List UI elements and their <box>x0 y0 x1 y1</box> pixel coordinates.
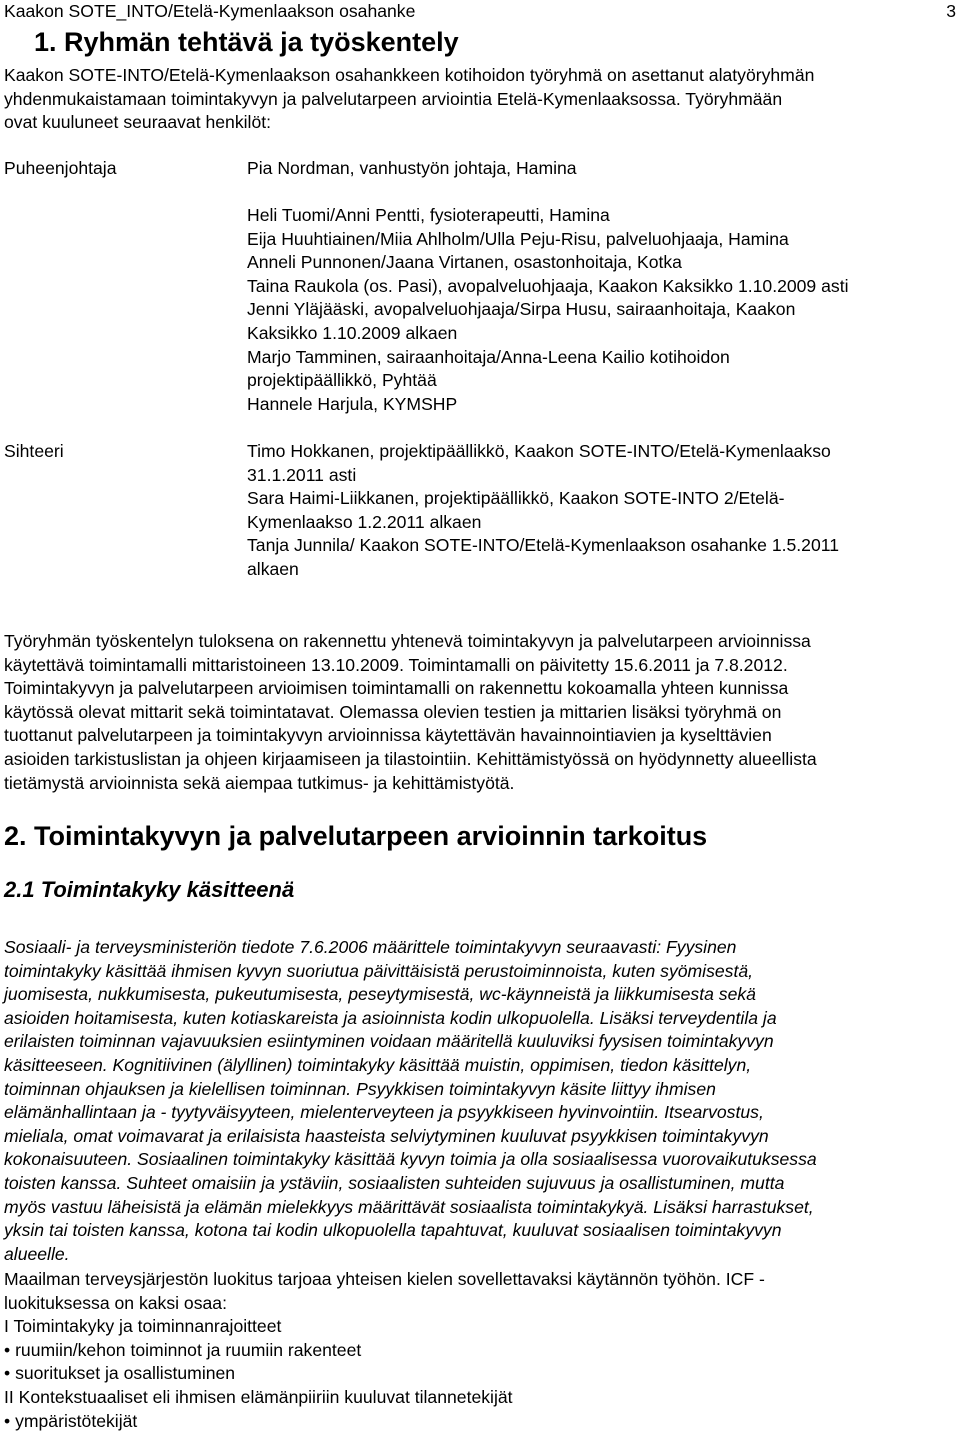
chair-label: Puheenjohtaja <box>4 158 117 178</box>
text-line: kokonaisuuteen. Sosiaalinen toimintakyky käsittää kyvyn toimia ja olla sosiaalisessa vuorovaikutuksessa <box>4 1149 817 1170</box>
text-line: elämänhallintaan ja - tyytyväisyyteen, mielenterveyteen ja psyykkiseen hyvinvointiin. Itsearvostus, <box>4 1102 764 1123</box>
member-line: Hannele Harjula, KYMSHP <box>247 393 458 414</box>
text-line: käsitteeseen. Kognitiivinen (älyllinen) toimintakyky käsittää muistin, oppimisen, tiedon käsittelyn, <box>4 1054 752 1075</box>
icf-part-2-title: II Kontekstuaaliset eli ihmisen elämänpiiriin kuuluvat tilannetekijät <box>4 1386 513 1407</box>
section-2-1-heading: 2.1 Toimintakyky käsitteenä <box>4 877 295 902</box>
member-line: Eija Huuhtiainen/Miia Ahlholm/Ulla Peju-Risu, palveluohjaaja, Hamina <box>247 228 789 249</box>
stm-definition-paragraph <box>4 936 954 1266</box>
member-line: projektipäällikkö, Pyhtää <box>247 370 437 391</box>
intro-paragraph <box>4 64 954 135</box>
secretary-list <box>247 440 947 582</box>
text-line: toiminnan ohjauksen ja kielellisen toiminnan. Psyykkisen toimintakyvyn käsite liittyy ihmisen <box>4 1078 716 1099</box>
bullet-item: • ympäristötekijät <box>4 1410 954 1434</box>
secretary-line: Kymenlaakso 1.2.2011 alkaen <box>247 511 482 532</box>
text-line: Sosiaali- ja terveysministeriön tiedote 7.6.2006 määrittele toimintakyvyn seuraavasti: Fyysinen <box>4 937 737 957</box>
document-title: Kaakon SOTE_INTO/Etelä-Kymenlaakson osahanke <box>4 1 416 21</box>
member-line: Kaksikko 1.10.2009 alkaen <box>247 322 458 343</box>
result-paragraph <box>4 630 954 795</box>
text-line: luokituksessa on kaksi osaa: <box>4 1292 227 1313</box>
section-1-heading: 1. Ryhmän tehtävä ja työskentely <box>34 27 459 57</box>
member-line: Marjo Tamminen, sairaanhoitaja/Anna-Leena Kailio kotihoidon <box>247 346 730 367</box>
secretary-label: Sihteeri <box>4 441 64 461</box>
icf-section <box>4 1268 954 1433</box>
secretary-line: 31.1.2011 asti <box>247 464 357 485</box>
member-line: Heli Tuomi/Anni Pentti, fysioterapeutti, Hamina <box>247 205 610 225</box>
text-line: tuottanut palvelutarpeen ja toimintakyvyn arvioinnissa käytettävän havainnointiavien ja kyselttävien <box>4 725 772 746</box>
chair-name: Pia Nordman, vanhustyön johtaja, Hamina <box>247 158 577 178</box>
secretary-line: alkaen <box>247 558 299 579</box>
text-line: toisten kanssa. Suhteet omaisiin ja ystäviin, sosiaalisten suhteiden sujuvuus ja osallistuminen, mutta <box>4 1172 785 1193</box>
member-list <box>247 204 947 416</box>
text-line: käytettävä toimintamalli mittaristoineen 13.10.2009. Toimintamalli on päivitetty 15.6.2011 ja 7.8.2012. <box>4 654 788 675</box>
page-number: 3 <box>946 1 956 21</box>
text-line: Toimintakyvyn ja palvelutarpeen arvioimisen toimintamalli on rakennettu kokoamalla yhteen kunnissa <box>4 678 789 699</box>
member-line: Taina Raukola (os. Pasi), avopalveluohjaaja, Kaakon Kaksikko 1.10.2009 asti <box>247 275 849 296</box>
section-2-heading: 2. Toimintakyvyn ja palvelutarpeen arvioinnin tarkoitus <box>4 821 708 851</box>
secretary-line: Timo Hokkanen, projektipäällikkö, Kaakon SOTE-INTO/Etelä-Kymenlaakso <box>247 441 831 461</box>
text-line: Maailman terveysjärjestön luokitus tarjoaa yhteisen kielen sovellettavaksi käytännön työhön. ICF - <box>4 1269 765 1289</box>
text-line: alueelle. <box>4 1243 70 1264</box>
text-line: Työryhmän työskentelyn tuloksena on rakennettu yhtenevä toimintakyvyn ja palvelutarpeen arvioinnissa <box>4 631 811 651</box>
text-line: juomisesta, nukkumisesta, pukeutumisesta, peseytymisestä, wc-käynneistä ja liikkumisesta sekä <box>4 984 756 1005</box>
text-line: ovat kuuluneet seuraavat henkilöt: <box>4 112 272 133</box>
text-line: yksin tai toisten kanssa, kotona tai kodin ulkopuolella tapahtuvat, kuuluvat sosiaalisen toimintakyvyn <box>4 1220 782 1241</box>
text-line: mieliala, omat voimavarat ja erilaisista haasteista selviytyminen kuuluvat psyykkisen toimintakyvyn <box>4 1125 769 1146</box>
bullet-item: • suoritukset ja osallistuminen <box>4 1362 954 1386</box>
text-line: tietämystä arvioinnista sekä aiempaa tutkimus- ja kehittämistyötä. <box>4 772 515 793</box>
text-line: yhdenmukaistamaan toimintakyvyn ja palvelutarpeen arviointia Etelä-Kymenlaaksossa. Työryhmään <box>4 88 783 109</box>
text-line: käytössä olevat mittarit sekä toimintatavat. Olemassa olevien testien ja mittarien lisäksi työryhmä on <box>4 701 782 722</box>
secretary-line: Tanja Junnila/ Kaakon SOTE-INTO/Etelä-Kymenlaakson osahanke 1.5.2011 <box>247 535 840 556</box>
text-line: asioiden hoitamisesta, kuten kotiaskareista ja asioinnista kodin ulkopuolella. Lisäksi terveydentila ja <box>4 1007 777 1028</box>
text-line: Kaakon SOTE-INTO/Etelä-Kymenlaakson osahankkeen kotihoidon työryhmä on asettanut alatyöryhmän <box>4 65 815 85</box>
text-line: toimintakyky käsittää ihmisen kyvyn suoriutua päivittäisistä perustoiminnoista, kuten syömisestä, <box>4 960 754 981</box>
member-line: Anneli Punnonen/Jaana Virtanen, osastonhoitaja, Kotka <box>247 252 682 273</box>
text-line: myös vastuu läheisistä ja elämän mielekkyys määrittävät sosiaalista toimintakykyä. Lisäksi harrastukset, <box>4 1196 814 1217</box>
icf-part-1-title: I Toimintakyky ja toiminnanrajoitteet <box>4 1316 282 1337</box>
secretary-line: Sara Haimi-Liikkanen, projektipäällikkö, Kaakon SOTE-INTO 2/Etelä- <box>247 488 785 509</box>
text-line: asioiden tarkistuslistan ja ohjeen kirjaamiseen ja tilastointiin. Kehittämistyössä on hyödynnetty alueellista <box>4 748 817 769</box>
text-line: erilaisten toiminnan vajavuuksien esiintyminen voidaan määritellä kuuluviksi fyysisen toimintakyvyn <box>4 1031 774 1052</box>
bullet-item: • ruumiin/kehon toiminnot ja ruumiin rakenteet <box>4 1339 954 1363</box>
member-line: Jenni Yläjääski, avopalveluohjaaja/Sirpa Husu, sairaanhoitaja, Kaakon <box>247 299 796 320</box>
